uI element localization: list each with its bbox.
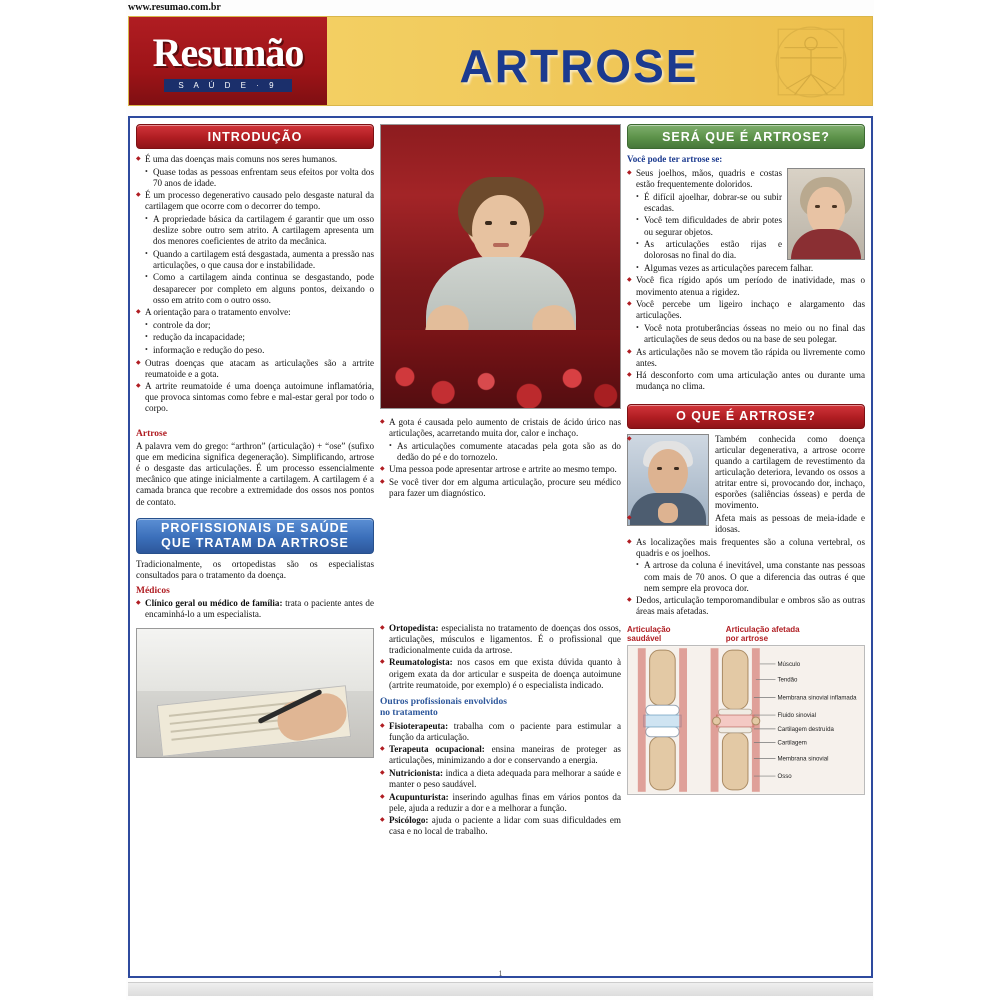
list-item-term: Clínico geral ou médico de família:: [145, 597, 283, 608]
caption-line2: por artrose: [725, 634, 769, 644]
healthy-joint-illustration: [638, 648, 687, 792]
list-item: ◆ Você percebe um ligeiro inchaço e alargamento das articulações.: [627, 299, 865, 321]
list-item: ◆ Há desconforto com uma articulação antes ou durante uma mudança no clima.: [627, 370, 865, 392]
list-item-term: Reumatologista:: [389, 657, 453, 668]
section-header-introducao: INTRODUÇÃO: [136, 124, 374, 149]
outros-profissionais-list: [380, 721, 621, 838]
diagram-label: Fluido sinovial: [777, 712, 816, 720]
photo-woman-in-garden: [380, 124, 621, 409]
page-margin-right: [874, 0, 1000, 1000]
list-item: ◆ Se você tiver dor em alguma articulação, procure seu médico para fazer um diagnóstico.: [380, 477, 621, 499]
list-item: [380, 721, 621, 743]
diagram-label: Membrana sinovial inflamada: [777, 694, 857, 702]
diagram-caption-right: [726, 625, 865, 643]
list-item-desc: especialista no tratamento de doenças dos ossos, articulações, músculos e ligamentos. É o profissional que tradicionalmente cuida da artrose.: [389, 622, 621, 655]
list-item-desc: ensina maneiras de proteger as articulações, minimizando a dor e conservando a energia.: [389, 744, 621, 766]
list-item: ◆ Dedos, articulação temporomandibular e ombros são as outras áreas mais afetadas.: [627, 595, 865, 617]
list-item: • As articulações comumente atacadas pela gota são as do dedão do pé e do tornozelo.: [380, 441, 621, 463]
outros-head-line2: no tratamento: [380, 707, 438, 718]
page-margin-left: [0, 0, 126, 1000]
list-item-term: Acupunturista:: [389, 791, 449, 802]
content-frame: [128, 116, 873, 978]
joint-anatomy-diagram: [627, 645, 865, 795]
especialistas-list: [380, 623, 621, 691]
list-item: [380, 815, 621, 837]
diagram-label: Tendão: [777, 676, 798, 684]
list-item: ◆ Afeta mais as pessoas de meia-idade e idosas.: [627, 513, 865, 535]
list-item-term: Nutricionista:: [389, 767, 444, 778]
list-item-desc: nos casos em que exista dúvida quanto à origem exata da dor articular e suspeita de doença autoimune (artrite reumatoide, por exemplo) é o especialista indicado.: [389, 657, 621, 690]
introducao-list: [136, 154, 374, 415]
list-item: • Algumas vezes as articulações parecem falhar.: [627, 263, 865, 274]
column-left: [136, 124, 374, 970]
list-item: • Como a cartilagem ainda continua se desgastando, pode desaparecer por completo em alguns pontos, deixando o osso em atrito com o outro osso.: [136, 272, 374, 305]
list-item: • A propriedade básica da cartilagem é garantir que um osso deslize sobre outro sem atrito. A cartilagem apresenta um dos menores coeficientes de atrito da mecânica.: [136, 214, 374, 247]
list-item: ◆ Uma pessoa pode apresentar artrose e artrite ao mesmo tempo.: [380, 464, 621, 475]
list-item: ◆ É uma das doenças mais comuns nos seres humanos.: [136, 154, 374, 165]
list-item: • É difícil ajoelhar, dobrar-se ou subir escadas.: [627, 192, 865, 214]
subsection-title-outros-profissionais: [380, 697, 621, 719]
list-item: ◆ Seus joelhos, mãos, quadris e costas estão frequentemente doloridos.: [627, 168, 865, 190]
list-item-desc: trabalha com o paciente para estimular a função da articulação.: [389, 720, 621, 742]
sera-que-list: [627, 168, 865, 392]
list-item-desc: indica a dieta adequada para melhorar a saúde e manter o peso saudável.: [389, 767, 621, 790]
section-header-sera-que: SERÁ QUE É ARTROSE?: [627, 124, 865, 149]
list-item: [380, 657, 621, 690]
list-item: ◆ A artrite reumatoide é uma doença autoimune inflamatória, que provoca sintomas como febre e mal-estar geral por todo o corpo.: [136, 381, 374, 414]
list-item-desc: trata o paciente antes de encaminhá-lo a um especialista.: [145, 597, 374, 619]
caption-line2: saudável: [626, 634, 662, 644]
section-header-profissionais: [136, 518, 374, 554]
list-item: • redução da incapacidade;: [136, 332, 374, 343]
list-item: ◆ Você fica rígido após um período de inatividade, mas o movimento atenua a rigidez.: [627, 275, 865, 297]
list-item: ◆ As articulações não se movem tão rápida ou livremente como antes.: [627, 347, 865, 369]
brand-block: [129, 17, 327, 106]
brand-logo-text: Resumão: [152, 29, 304, 75]
page-title: ARTROSE: [459, 40, 699, 92]
list-item: • As articulações estão rijas e dolorosas no final do dia.: [627, 239, 865, 261]
header-banner: [128, 16, 873, 106]
gota-list: [380, 417, 621, 499]
brand-series-label: S A Ú D E · 9: [164, 79, 291, 92]
diagram-label: Músculo: [777, 661, 801, 669]
section-header-o-que-e: O QUE É ARTROSE?: [627, 404, 865, 429]
list-item: ◆ A orientação para o tratamento envolve:: [136, 307, 374, 318]
list-item: [380, 623, 621, 656]
list-item: ◆ É um processo degenerativo causado pelo desgaste natural da cartilagem que ocorre com o decorrer do tempo.: [136, 190, 374, 212]
o-que-e-list: [627, 434, 865, 618]
caption-line1: Articulação afetada: [725, 624, 800, 634]
list-item-term: Psicólogo:: [389, 815, 429, 826]
list-item: [380, 768, 621, 790]
arthritic-joint-illustration: [711, 648, 760, 792]
list-item: • A artrose da coluna é inevitável, uma constante nas pessoas com mais de 70 anos. O que a diferencia das outras é que nem sempre ela provoca dor.: [627, 560, 865, 593]
diagram-label: Cartilagem destruída: [777, 726, 834, 734]
photo-doctor-writing: [136, 628, 374, 758]
list-item: ◆ As localizações mais frequentes são a coluna vertebral, os quadris e os joelhos.: [627, 537, 865, 559]
subsection-title-medicos: Médicos: [136, 585, 170, 596]
list-item: • Você nota protuberâncias ósseas no meio ou no final das articulações de seus dedos ou na base de seu polegar.: [627, 323, 865, 345]
medicos-list: [136, 598, 374, 620]
list-item: • Quase todas as pessoas enfrentam seus efeitos por volta dos 70 anos de idade.: [136, 167, 374, 189]
diagram-label: Osso: [777, 773, 792, 781]
list-item: [136, 598, 374, 620]
artrose-definition-text: A palavra vem do grego: “arthron” (articulação) + “ose” (sufixo que em medicina significa degeneração). Simplificando, artrose é o desgaste das articulações. É um processo essencialmente mecânico que atinge inicialmente a cartilagem. A cartilagem é a camada branca que recobre a extremidade dos ossos nos pontos de contato.: [136, 441, 375, 507]
page-number: 1: [498, 969, 503, 978]
list-item: ◆ Também conhecida como doença articular degenerativa, a artrose ocorre quando a cartilagem de revestimento da articulação deteriora, levando os ossos a atritar entre si, provocando dor, inchaço, esporões (saliências ósseas) e perda de movimento.: [627, 434, 865, 512]
list-item: [380, 744, 621, 766]
list-item: ◆ Outras doenças que atacam as articulações são a artrite reumatoide e a gota.: [136, 358, 374, 380]
profissionais-intro: Tradicionalmente, os ortopedistas são os especialistas consultados para o tratamento da doença.: [136, 558, 375, 580]
list-item-term: Ortopedista:: [389, 622, 439, 633]
list-item-term: Terapeuta ocupacional:: [389, 744, 485, 755]
outros-head-line1: Outros profissionais envolvidos: [380, 696, 507, 707]
column-right: [627, 124, 865, 970]
sera-que-lead: Você pode ter artrose se:: [626, 154, 723, 164]
section-header-line1: PROFISSIONAIS DE SAÚDE: [161, 521, 349, 536]
list-item: • Você tem dificuldades de abrir potes ou segurar objetos.: [627, 215, 865, 237]
list-item-term: Fisioterapeuta:: [389, 720, 449, 731]
website-url: www.resumao.com.br: [128, 2, 221, 13]
joint-diagram-svg: [628, 646, 864, 794]
list-item-desc: inserindo agulhas finas em vários pontos da pele, ajuda a reduzir a dor e a melhorar a função.: [389, 791, 621, 813]
diagram-label: Membrana sinovial: [777, 755, 829, 763]
list-item: [380, 792, 621, 814]
footer-band: [128, 982, 873, 996]
section-header-line2: QUE TRATAM DA ARTROSE: [161, 535, 349, 550]
list-item: • informação e redução do peso.: [136, 345, 374, 356]
vitruvian-man-icon: [756, 21, 866, 103]
diagram-label: Cartilagem: [777, 739, 807, 747]
list-item: ◆ A gota é causada pelo aumento de cristais de ácido úrico nas articulações, acarretando muita dor, calor e inchaço.: [380, 417, 621, 439]
list-item-desc: ajuda o paciente a lidar com suas dificuldades em casa e no local de trabalho.: [389, 815, 621, 837]
subsection-title-artrose: Artrose: [136, 429, 167, 440]
column-middle: [380, 124, 621, 970]
diagram-caption-left: [627, 625, 720, 643]
list-item: • controle da dor;: [136, 320, 374, 331]
list-item: • Quando a cartilagem está desgastada, aumenta a pressão nas articulações, o que causa dor e instabilidade.: [136, 249, 374, 271]
caption-line1: Articulação: [626, 624, 671, 634]
